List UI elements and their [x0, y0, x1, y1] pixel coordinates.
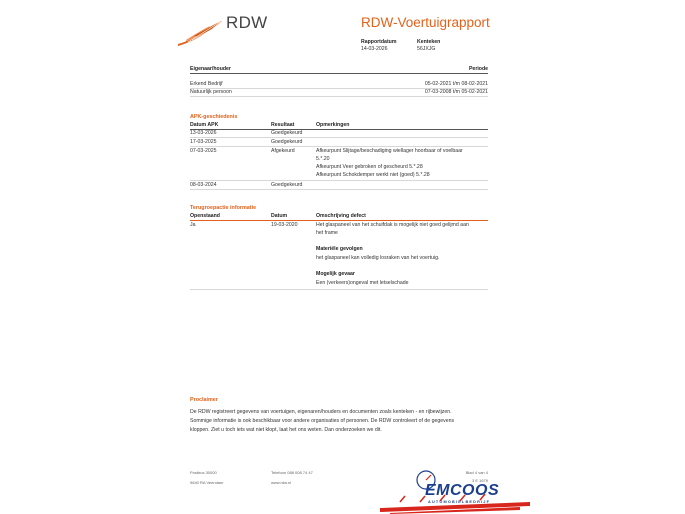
- brand-name: RDW: [226, 13, 268, 32]
- recall-desc-line-1: Het glaspaneel van het schuifdak is mogelijk niet goed gelijmd aan: [316, 222, 469, 228]
- apk-row-3-remark-2: 5.*.20: [316, 156, 330, 162]
- recall-col-date: Datum: [271, 213, 288, 219]
- footer-page: Blad 4 van 4: [465, 470, 488, 475]
- owners-col-owner: Eigenaar/houder: [190, 66, 231, 72]
- watermark-subtext: AUTOMOBIELBEDRIJF: [428, 500, 491, 504]
- disclaimer-line-2: Sommige informatie is ook beschikbaar voor andere organisaties of personen. De RDW controleert of de gegevens: [190, 418, 455, 424]
- report-date-label: Rapportdatum: [361, 39, 397, 45]
- owner-row-1-period: 05-02-2021 t/m 08-02-2021: [424, 81, 488, 87]
- apk-row-2-date: 17-03-2025: [190, 139, 217, 145]
- rdw-logo-icon: [176, 18, 224, 48]
- owners-col-period: Periode: [468, 66, 488, 72]
- recall-date: 19-03-2020: [271, 222, 298, 228]
- apk-section-title: APK-geschiedenis: [190, 114, 238, 120]
- recall-bottom-rule: [190, 289, 488, 290]
- apk-row-2-result: Goedgekeurd: [271, 139, 303, 145]
- apk-row-1-date: 13-03-2026: [190, 130, 217, 136]
- apk-row-3-result: Afgekeurd: [271, 148, 295, 154]
- apk-row-3-date: 07-03-2025: [190, 148, 217, 154]
- owner-row-2-name: Natuurlijk persoon: [190, 89, 232, 95]
- disclaimer-title: Proclaimer: [190, 397, 218, 403]
- owners-header-rule: [190, 73, 488, 74]
- owner-row-2-period: 07-03-2008 t/m 05-02-2021: [424, 89, 488, 95]
- owner-row-1-name: Erkend Bedrijf: [190, 81, 223, 87]
- apk-row-3-remark-3: Afkeurpunt Veer gebroken of gescheurd 5.*.28: [316, 164, 423, 170]
- apk-row-rule: [190, 180, 488, 181]
- recall-risk-label: Mogelijk gevaar: [316, 271, 355, 277]
- owners-bottom-rule: [190, 96, 488, 97]
- apk-row-1-result: Goedgekeurd: [271, 130, 303, 136]
- apk-header-rule: [190, 129, 488, 130]
- footer-web[interactable]: www.rdw.nl: [271, 480, 292, 485]
- report-date: 14-03-2026: [361, 46, 388, 52]
- recall-col-desc: Omschrijving defect: [316, 213, 366, 219]
- apk-bottom-rule: [190, 189, 488, 190]
- apk-col-date: Datum APK: [190, 122, 219, 128]
- apk-row-rule: [190, 137, 488, 138]
- recall-section-title: Terugroepactie informatie: [190, 205, 257, 211]
- apk-row-4-result: Goedgekeurd: [271, 182, 303, 188]
- disclaimer-line-1: De RDW registreert gegevens van voertuigen, eigenaren/houders en documenten zoals kenteken - en rijbewijzen.: [190, 409, 452, 415]
- recall-open: Ja: [190, 222, 196, 228]
- apk-row-rule: [190, 146, 488, 147]
- apk-row-4-date: 08-03-2024: [190, 182, 217, 188]
- recall-solution-label: Materiële gevolgen: [316, 246, 363, 252]
- report-title: RDW-Voertuigrapport: [361, 15, 490, 30]
- plate-value: 56JXJG: [417, 46, 436, 52]
- recall-risk: Een (verkeers)ongeval met letselschade: [316, 280, 409, 286]
- apk-row-3-remark-4: Afkeurpunt Schokdemper werkt niet (goed) 5.*.28: [316, 172, 430, 178]
- footer-phone: Telefoon 088 008 74 47: [271, 470, 313, 475]
- recall-header-rule: [190, 220, 488, 221]
- footer-address-1: Postbus 30000: [190, 470, 217, 475]
- disclaimer-line-3: kloppen. Ziet u toch iets wat niet klopt, laat het ons weten. Dan onderzoeken we dit.: [190, 427, 382, 433]
- apk-row-3-remark-1: Afkeurpunt Slijtage/beschadiging wiellager hoorbaar of voelbaar: [316, 148, 463, 154]
- plate-label: Kenteken: [417, 39, 441, 45]
- recall-solution: het glaspaneel kan volledig losraken van het voertuig.: [316, 255, 440, 261]
- footer-address-2: 9640 RA Veendam: [190, 480, 224, 485]
- watermark-text: EMCOOS: [425, 482, 500, 499]
- apk-col-result: Resultaat: [271, 122, 295, 128]
- recall-col-open: Openstaand: [190, 213, 220, 219]
- apk-col-remarks: Opmerkingen: [316, 122, 350, 128]
- footer-version: 3 E 1679: [471, 478, 488, 483]
- recall-desc-line-2: het frame: [316, 230, 338, 236]
